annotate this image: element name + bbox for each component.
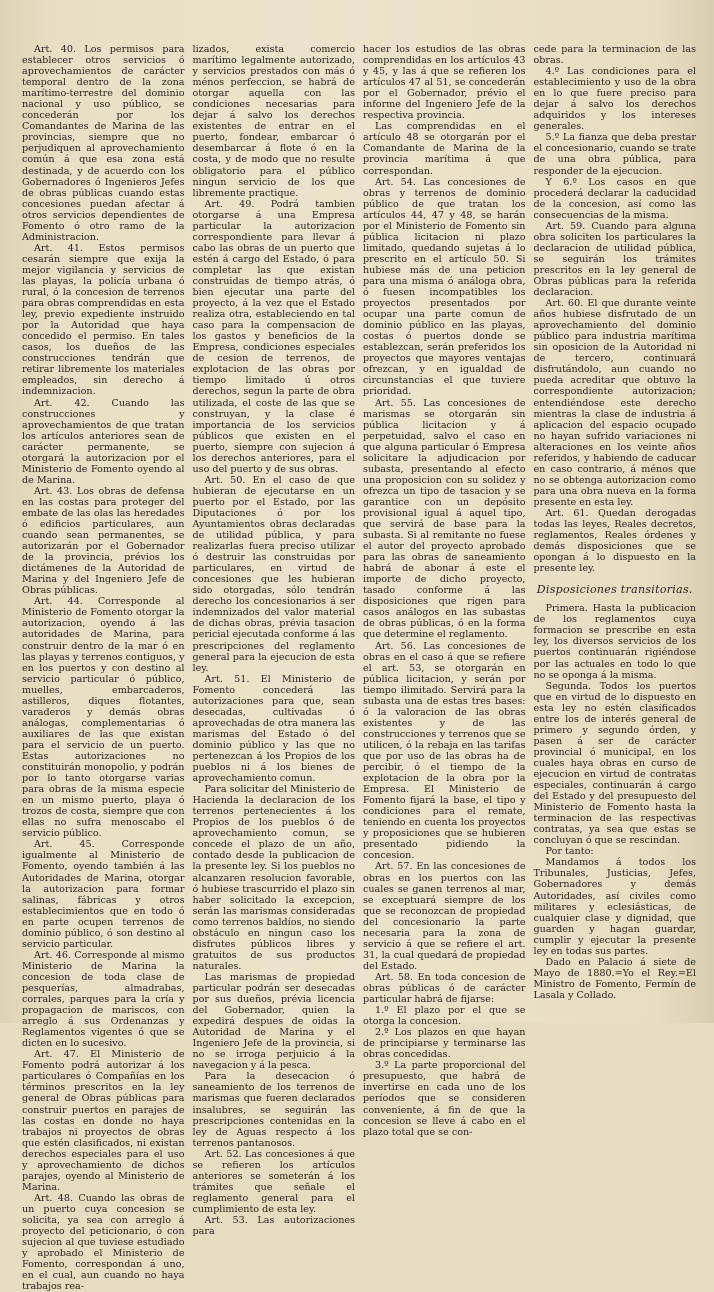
paragraph-art-45: Art. 45. Corresponde igualmente al Ministerio de Fomento, oyendo también á las Autoridades de Marina, otorgar la autorizacion para formar salinas, fábricas y otros establecimientos que en todo ó en parte ocupen terrenos de dominio público, ó son destino al servicio particular. bbox=[22, 839, 185, 950]
paragraph-art-58-2: 2.º Los plazos en que hayan de principiarse y terminarse las obras concedidas. bbox=[363, 1027, 526, 1061]
paragraph-continued: cede para la terminacion de las obras. bbox=[533, 44, 696, 67]
column-1 bbox=[22, 44, 185, 1292]
paragraph-continued: hacer los estudios de las obras comprendidas en los artículos 43 y 45, y las á que se refieren los artículos 47 al 51, se concederán por el Gobernador, prévio el informe del Ingeniero Jefe de la respectiva provincia. bbox=[363, 44, 526, 122]
paragraph-art-51-d: Para la desecacion ó saneamiento de los terrenos de marismas que fueren declarados insalubres, se seguirán las prescripciones contenidas en la ley de Aguas respecto á los terrenos pantanosos. bbox=[192, 1071, 355, 1149]
paragraph-art-47: Art. 47. El Ministerio de Fomento podrá autorizar á los particulares ó Compañías en los términos prescritos en la ley general de Obras públicas para construir puertos en parajes de las costas en donde no haya trabajos ni proyectos de obras que estén clasificados, ni existan derechos especiales para el uso y aprovechamiento de dichos parajes, oyendo al Ministerio de Marina. bbox=[22, 1049, 185, 1193]
paragraph-art-59: Art. 59. Cuando para alguna obra soliciten los particulares la declaracion de utilidad pública, se seguirán los trámites prescritos en la ley general de Obras públicas para la referida declaracion. bbox=[533, 220, 696, 299]
column-3 bbox=[363, 44, 526, 1138]
paragraph-art-58-4: 4.º Las condiciones para el establecimiento y uso de la obra en lo que fuere preciso para dejar á salvo los derechos adquiridos y los intereses generales. bbox=[533, 66, 696, 133]
paragraph-continued: lizados, exista comercio marítimo legalmente autorizado, y servicios prestados con más ó ménos perfeccion, se habrá de otorgar aquella con las condiciones necesarias para dejar á salvo los derechos existentes de entrar en el puerto, fondear, embarcar ó desembarcar á flote ó en la costa, y de modo que no resulte obligatorio para el público ningun servicio de los que libremente practique. bbox=[192, 44, 355, 199]
paragraph-art-57: Art. 57. En las concesiones de obras en los puertos con las cuales se ganen terrenos al mar, se exceptuará siempre de los que se reconozcan de propiedad del concesionario la parte necesaria para la zona de servicio á que se refiere el art. 31, la cual quedará de propiedad del Estado. bbox=[363, 861, 526, 972]
paragraph-art-61: Art. 61. Quedan derogadas todas las leyes, Reales decretos, reglamentos, Reales órdenes y demás disposiciones que se opongan á lo dispuesto en la presente ley. bbox=[533, 507, 696, 575]
paragraph-art-50: Art. 50. En el caso de que hubieran de ejecutarse en un puerto por el Estado, por las Diputaciones ó por los Ayuntamientos obras declaradas de utilidad pública, y para realizarlas fuera preciso utilizar ó destruir las construidas por particulares, en virtud de concesiones que les hubieran sido otorgadas, sólo tendrán derecho los concesionarios á ser indemnizados del valor material de dichas obras, prévia tasacion pericial ejecutada conforme á las prescripciones del reglamento general para la ejecucion de esta ley. bbox=[192, 474, 355, 674]
column-4 bbox=[534, 44, 697, 1009]
paragraph-art-51-c: Las marismas de propiedad particular podrán ser desecadas por sus dueños, prévia licencia del Gobernador, quien la expedirá despues de oidas la Autoridad de Marina y el Ingeniero Jefe de la provincia, si no se irroga perjuicio á la navegacion y á la pesca. bbox=[192, 971, 355, 1072]
paragraph-art-56: Art. 56. Las concesiones de obras en el caso á que se refiere el art. 53, se otorgarán en pública licitacion, y serán por tiempo ilimitado. Servirá para la subasta una de estas tres bases: ó la valoracion de las obras existentes y de las construcciones y terrenos que se utilicen, ó la rebaja en las tarifas que por uso de las obras ha de percibir, ó el tiempo de la explotacion de la obra por la Empresa. El Ministerio de Fomento fijará la base, el tipo y condiciones para el remate, teniendo en cuenta los proyectos y proposiciones que se hubieren presentado pidiendo la concesion. bbox=[363, 640, 526, 862]
paragraph-art-55: Art. 55. Las concesiones de marismas se otorgarán sin pública licitacion y á perpetuidad, salvo el caso en que alguna particular ó Empresa solicitare la adjudicacion por subasta, presentando al efecto una proposicion con su solidez y ofrezca un tipo de tasacion y se garantice con un depósito provisional igual á aquel tipo, que servirá de base para la subasta. Si al remitante no fuese el autor del proyecto aprobado para las obras de saneamiento habrá de abonar á este el importe de dicho proyecto, tasado conforme á las disposiciones que rigen para casos análogos en las subastas de obras públicas, ó en la forma que determine el reglamento. bbox=[363, 397, 526, 641]
paragraph-transitory-1: Primera. Hasta la publicacion de los reglamentos cuya formacion se prescribe en esta ley, los diversos servicios de los puertos continuarán rigiéndose por las actuales en todo lo que no se oponga á la misma. bbox=[533, 603, 696, 681]
paragraph-art-58-5: 5.º La fianza que deba prestar el concesionario, cuando se trate de una obra pública, para responder de la ejecucion. bbox=[533, 132, 696, 177]
paragraph-signature: Dado en Palacio á siete de Mayo de 1880.=Yo el Rey.=El Ministro de Fomento, Fermín de Lasala y Collado. bbox=[533, 956, 696, 1001]
paragraph-art-46: Art. 46. Corresponde al mismo Ministerio de Marina la concesion de toda clase de pesquerías, almadrabas, corrales, parques para la cría y propagacion de mariscos, con arreglo á sus Ordenanzas y Reglamentos vigentes ó que se dicten en lo sucesivo. bbox=[22, 949, 185, 1050]
paragraph-art-48: Art. 48. Cuando las obras de un puerto cuya concesion se solicita, ya sea con arreglo á proyecto del peticionario, ó con sujecion al que tuviese estudiado y aprobado el Ministerio de Fomento, correspondan á uno, en el cual, aun cuando no haya trabajos rea- bbox=[22, 1192, 185, 1292]
paragraph-art-58-1: 1.º El plazo por el que se otorga la concesion. bbox=[363, 1005, 526, 1028]
paragraph-art-58-6: Y 6.º Los casos en que procederá declarar la caducidad de la concesion, así como las consecuencias de la misma. bbox=[533, 176, 696, 221]
paragraph-art-53: Art. 53. Las autorizaciones para bbox=[192, 1214, 355, 1238]
section-heading-transitory: Disposiciones transitorias. bbox=[536, 583, 693, 597]
paragraph-art-58: Art. 58. En toda concesion de obras públicas ó de carácter particular habrá de fijarse: bbox=[363, 971, 526, 1006]
paragraph-art-43: Art. 43. Los obras de defensa en las costas para proteger del embate de las olas las heredades ó edificios particulares, aun cuando sean permanentes, se autorizarán por el Gobernador de la provincia, prévios los dictámenes de la Autoridad de Marina y del Ingeniero Jefe de Obras públicas. bbox=[22, 485, 185, 597]
paragraph-art-58-3: 3.º La parte proporcional del presupuesto, que habrá de invertirse en cada uno de los períodos que se consideren conveniente, á fin de que la concesion se lleve á cabo en el plazo total que se con- bbox=[363, 1060, 526, 1138]
paragraph-art-60: Art. 60. El que durante veinte años hubiese disfrutado de un aprovechamiento del dominio público para industria marítima sin oposicion de la Autoridad ni de tercero, continuará disfrutándolo, aun cuando no pueda acreditar que obtuvo la correspondiente autorizacion; entendiéndose este derecho mientras la clase de industria á aplicacion del espacio ocupado no hayan sufrido variaciones ni alteraciones en los veinte años referidos, y habiendo de caducar en caso contrario, á ménos que no se obtenga autorizacion como para una obra nueva en la forma presente en esta ley. bbox=[533, 298, 696, 508]
paragraph-art-44: Art. 44. Corresponde al Ministerio de Fomento otorgar la autorizacion, oyendo á las autoridades de Marina, para construir dentro de la mar ó en las playas y terrenos contiguos, y en los puertos y con destino al servicio particular ó público, muelles, embarcaderos, astilleros, diques flotantes, varaderos y demás obras análogas, complementarias ó auxiliares de las que existan para el servicio de un puerto. Estas autorizaciones no constituirán monopolio, y podrán por lo tanto otorgarse varias para obras de la misma especie en un mismo puerto, playa ó trozos de costa, siempre que con ellas no sufra menoscabo el servicio público. bbox=[22, 596, 185, 840]
paragraph-art-51-b: Para solicitar del Ministerio de Hacienda la declaracion de los terrenos pertenecientes á los Propios de los pueblos ó de aprovechamiento comun, se concede el plazo de un año, contado desde la publicacion de la presente ley. Si los pueblos no alcanzaren resolucion favorable, ó hubiese trascurrido el plazo sin haber solicitado la excepcion, serán las marismas consideradas como terrenos baldíos, no siendo obstáculo en ningun caso los disfrutes públicos libres y gratuitos de sus productos naturales. bbox=[192, 784, 355, 972]
paragraph-art-49: Art. 49. Podrá tambien otorgarse á una Empresa particular la autorizacion correspondiente para llevar á cabo las obras de un puerto que estén á cargo del Estado, ó para completar las que existan construidas de tiempo atrás, ó bien ejecutar una parte del proyecto, á la vez que el Estado realiza otra, estableciendo en tal caso para la compensacion de los gastos y beneficios de la Empresa, condiciones especiales de cesion de terrenos, de explotacion de las obras por tiempo limitado ú otros derechos, segun la parte de obra utilizada, el coste de las que se construyan, y la clase é importancia de los servicios públicos que existen en el puerto, siempre con sujecion á los derechos anteriores, para el uso del puerto y de sus obras. bbox=[192, 198, 355, 475]
paragraph-art-53-b: Las comprendidas en el artículo 48 se otorgarán por el Comandante de Marina de la provincia marítima á que correspondan. bbox=[363, 121, 526, 177]
paragraph-transitory-2: Segunda. Todos los puertos que en virtud de lo dispuesto en esta ley no estén clasificados entre los de interés general de primero y segundo órden, y pasen á ser de carácter provincial ó municipal, en los cuales haya obras en curso de ejecucion en virtud de contratas especiales, continuarán á cargo del Estado y del presupuesto del Ministerio de Fomento hasta la terminacion de las respectivas contratas, ya sea que estas se concluyan ó que se rescindan. bbox=[533, 680, 696, 847]
paragraph-por-tanto: Por tanto: bbox=[545, 846, 594, 858]
paragraph-art-54: Art. 54. Las concesiones de obras y terrenos de dominio público de que tratan los artículos 44, 47 y 48, se harán por el Ministerio de Fomento sin pública licitacion ni plazo limitado, quedando sujetas á lo prescrito en el artículo 50. Si hubiese más de una peticion para una misma ó análoga obra, ó fuesen incompatibles los proyectos presentados por ocupar una parte comun de dominio público en las playas, costas ó puertos donde se establezcan, serán preferidos los proyectos que mayores ventajas ofrezcan, y en igualdad de circunstancias el que tuviere prioridad. bbox=[363, 176, 526, 398]
paragraph-art-40: Art. 40. Los permisos para establecer otros servicios ó aprovechamientos de carácter temporal dentro de la zona marítimo-terrestre del dominio nacional y uso público, se concederán por los Comandantes de Marina de las provincias, siempre que no perjudiquen al aprovechamiento común á que esa zona está destinada, y de acuerdo con los Gobernadores ó Ingenieros Jefes de obras públicas cuando estas concesiones puedan afectar á otros servicios dependientes de Fomento ó otro ramo de la Administracion. bbox=[22, 44, 185, 243]
paragraph-art-51: Art. 51. El Ministerio de Fomento concederá las autorizaciones para que, sean desecadas, cultivadas ó aprovechadas de otra manera las marismas del Estado ó del dominio público y las que no pertenezcan á los Propios de los pueblos ni á los bienes de aprovechamiento comun. bbox=[192, 673, 355, 785]
paragraph-art-41: Art. 41. Estos permisos cesarán siempre que exija la mejor vigilancia y servicios de las playas, la policía urbana ó rural, ó la concesion de terrenos para obras comprendidas en esta ley, previo expediente instruido por la Autoridad que haya concedido el permiso. En tales casos, los dueños de las construcciones tendrán que retirar libremente los materiales empleados, sin derecho á indemnizacion. bbox=[22, 242, 185, 398]
paragraph-mandamos: Mandamos á todos los Tribunales, Justicias, Jefes, Gobernadores y demás Autoridades, así civiles como militares y eclesiásticas, de cualquier clase y dignidad, que guarden y hagan guardar, cumplir y ejecutar la presente ley en todas sus partes. bbox=[533, 857, 696, 957]
text-columns bbox=[22, 44, 696, 1292]
paragraph-art-42: Art. 42. Cuando las construcciones y aprovechamientos de que tratan los artículos anteriores sean de carácter permanente, se otorgará la autorizacion por el Ministerio de Fomento oyendo al de Marina. bbox=[22, 397, 185, 486]
paragraph-art-52: Art. 52. Las concesiones á que se refieren los artículos anteriores se someterán á los trámites que señale el reglamento general para el cumplimiento de esta ley. bbox=[192, 1148, 355, 1215]
column-2 bbox=[192, 44, 356, 1238]
